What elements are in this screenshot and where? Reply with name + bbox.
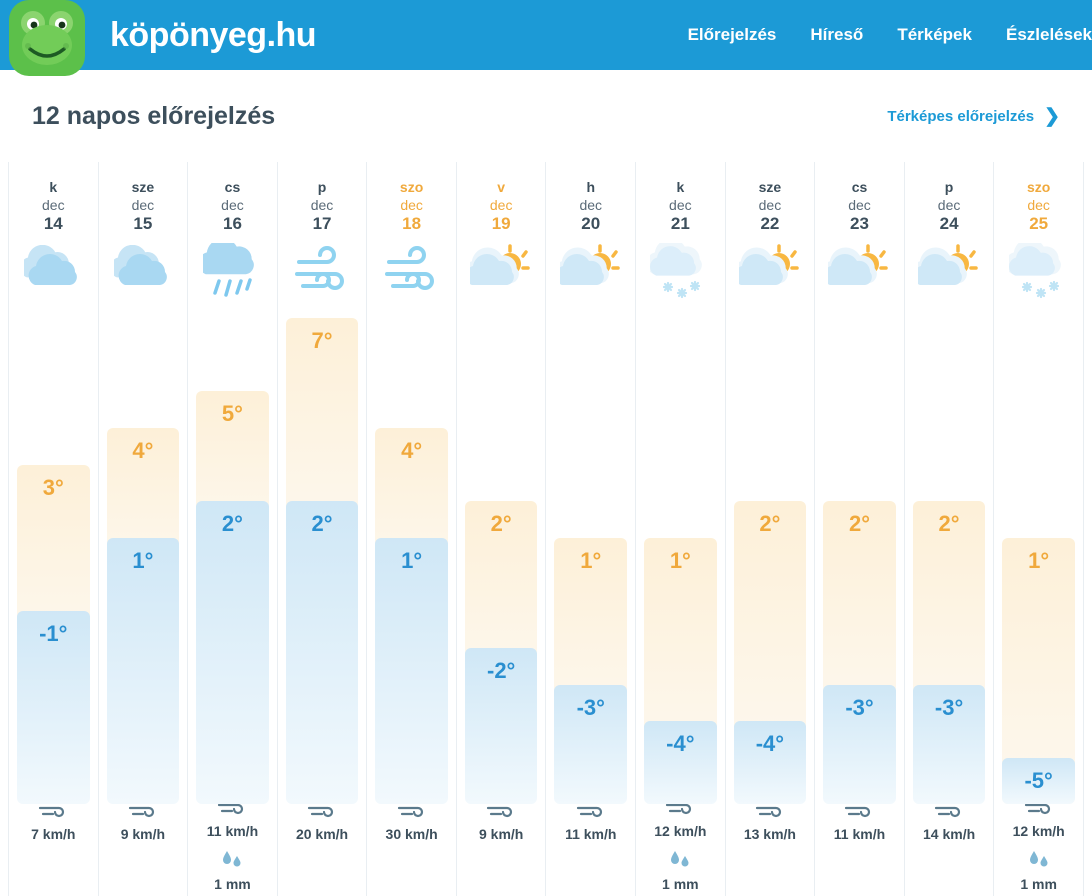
high-temperature: 1° (1002, 538, 1075, 804)
page-titlebar (0, 70, 1092, 162)
day-of-week: szo (1026, 179, 1051, 195)
day-number: 17 (312, 214, 332, 233)
low-temperature: -3° (554, 685, 627, 804)
day-bottom-info (546, 796, 635, 896)
forecast-day-column[interactable] (814, 162, 904, 896)
partly-sunny-icon (739, 240, 801, 306)
day-bottom-info (9, 796, 98, 896)
day-number: 22 (760, 214, 780, 233)
month-label: dec (1027, 197, 1050, 213)
forecast-day-column[interactable] (277, 162, 367, 896)
month-label: dec (310, 197, 334, 213)
nav-item-eszlelesek[interactable]: Észlelések (1005, 25, 1092, 44)
precipitation-amount: 1 mm (662, 876, 699, 892)
map-forecast-link[interactable] (887, 107, 1060, 126)
day-of-week: szo (399, 179, 424, 195)
wind-speed: 12 km/h (1012, 823, 1065, 839)
wind-speed: 20 km/h (295, 826, 349, 842)
wind-speed: 14 km/h (923, 826, 976, 842)
brand-title: köpönyeg.hu (110, 15, 317, 54)
nav-item-hireso[interactable]: Híreső (810, 25, 864, 44)
temperature-column (99, 308, 188, 796)
day-number: 24 (939, 214, 959, 233)
day-number: 21 (670, 214, 690, 233)
cloudy-icon (24, 240, 82, 306)
forecast-day-column[interactable] (904, 162, 994, 896)
forecast-day-column[interactable] (993, 162, 1084, 896)
wind-speed: 9 km/h (479, 826, 524, 842)
low-temperature: 1° (375, 538, 448, 804)
day-of-week: cs (851, 179, 868, 195)
temperature-column (546, 308, 635, 796)
low-temperature: -2° (465, 648, 538, 804)
high-temperature: 2° (823, 501, 896, 730)
low-temperature: -3° (913, 685, 986, 804)
day-number: 25 (1029, 214, 1049, 233)
partly-sunny-icon (918, 240, 980, 306)
nav-item-elorejelzes[interactable]: Előrejelzés (687, 25, 777, 44)
precipitation-amount: 1 mm (214, 876, 251, 892)
forecast-strip (0, 162, 1092, 896)
map-forecast-label: Térképes előrejelzés (887, 107, 1035, 125)
temperature-column (636, 308, 725, 793)
month-label: dec (131, 197, 155, 213)
day-of-week: k (676, 179, 685, 195)
rain-icon (203, 240, 261, 306)
day-bottom-info (457, 796, 546, 896)
high-temperature: 1° (644, 538, 717, 767)
forecast-day-column[interactable] (8, 162, 98, 896)
forecast-day-column[interactable] (456, 162, 546, 896)
forecast-day-column[interactable] (98, 162, 188, 896)
cloudy-icon (114, 240, 172, 306)
temperature-column (815, 308, 904, 796)
site-header (0, 0, 1092, 70)
day-number: 23 (850, 214, 869, 233)
high-temperature: 5° (196, 391, 269, 547)
day-bottom-info (188, 793, 277, 896)
day-number: 14 (43, 214, 63, 233)
nav-item-terkepek[interactable]: Térképek (897, 25, 972, 44)
forecast-day-column[interactable] (366, 162, 456, 896)
snow-icon (650, 240, 710, 306)
high-temperature: 7° (286, 318, 359, 547)
temperature-column (367, 308, 456, 796)
forecast-day-column[interactable] (545, 162, 635, 896)
temperature-column (994, 308, 1083, 793)
day-of-week: k (49, 179, 58, 195)
temperature-column (905, 308, 994, 796)
month-label: dec (579, 197, 603, 213)
day-of-week: p (944, 179, 954, 195)
low-temperature: -1° (17, 611, 90, 804)
temperature-column (9, 308, 98, 796)
month-label: dec (848, 197, 871, 213)
month-label: dec (937, 197, 961, 213)
low-temperature: 2° (196, 501, 269, 804)
month-label: dec (489, 197, 513, 213)
day-bottom-info (905, 796, 994, 896)
day-of-week: sze (131, 179, 155, 195)
high-temperature: 1° (554, 538, 627, 731)
high-temperature: 2° (465, 501, 538, 694)
low-temperature: -5° (1002, 758, 1075, 804)
day-number: 16 (222, 214, 242, 233)
day-bottom-info (278, 796, 367, 896)
day-of-week: h (586, 179, 596, 195)
month-label: dec (400, 197, 423, 213)
month-label: dec (42, 197, 65, 213)
temperature-column (457, 308, 546, 796)
chevron-right-icon: ❯ (1044, 105, 1060, 127)
partly-sunny-icon (828, 240, 890, 306)
day-number: 19 (491, 214, 511, 233)
wind-speed: 12 km/h (654, 823, 707, 839)
wind-speed: 13 km/h (743, 826, 796, 842)
wind-speed: 30 km/h (385, 826, 438, 842)
temperature-column (188, 308, 277, 793)
wind-speed: 11 km/h (833, 826, 886, 842)
day-number: 15 (133, 214, 153, 233)
day-of-week: sze (758, 179, 782, 195)
month-label: dec (758, 197, 782, 213)
day-of-week: p (317, 179, 327, 195)
forecast-day-column[interactable] (635, 162, 725, 896)
temperature-column (278, 308, 367, 796)
low-temperature: -3° (823, 685, 896, 804)
low-temperature: -4° (644, 721, 717, 804)
month-label: dec (669, 197, 692, 213)
high-temperature: 4° (107, 428, 180, 584)
day-bottom-info (636, 793, 725, 896)
high-temperature: 2° (913, 501, 986, 730)
low-temperature: -4° (734, 721, 807, 804)
raindrops-icon (667, 849, 693, 874)
high-temperature: 2° (734, 501, 807, 767)
day-bottom-info (99, 796, 188, 896)
precipitation-amount: 1 mm (1020, 876, 1057, 892)
windy-icon (291, 240, 353, 306)
high-temperature: 3° (17, 465, 90, 658)
forecast-day-column[interactable] (187, 162, 277, 896)
raindrops-icon (219, 849, 245, 874)
forecast-day-column[interactable] (725, 162, 815, 896)
wind-speed: 7 km/h (31, 826, 76, 842)
partly-sunny-icon (560, 240, 622, 306)
temperature-column (726, 308, 815, 796)
month-label: dec (221, 197, 244, 213)
main-nav (688, 25, 1092, 45)
wind-speed: 11 km/h (206, 823, 259, 839)
wind-speed: 9 km/h (120, 826, 166, 842)
day-bottom-info (994, 793, 1083, 896)
day-number: 20 (581, 214, 601, 233)
day-of-week: v (497, 179, 506, 195)
page-title: 12 napos előrejelzés (32, 101, 276, 130)
high-temperature: 4° (375, 428, 448, 584)
wind-speed: 11 km/h (565, 826, 617, 842)
partly-sunny-icon (470, 240, 532, 306)
day-bottom-info (815, 796, 904, 896)
day-bottom-info (367, 796, 456, 896)
frog-logo-icon[interactable] (8, 0, 86, 77)
day-number: 18 (402, 214, 422, 233)
raindrops-icon (1026, 849, 1052, 874)
windy-icon (381, 240, 443, 306)
low-temperature: 2° (286, 501, 359, 804)
low-temperature: 1° (107, 538, 180, 804)
day-bottom-info (726, 796, 815, 896)
snow-icon (1009, 240, 1069, 306)
day-of-week: cs (224, 179, 241, 195)
